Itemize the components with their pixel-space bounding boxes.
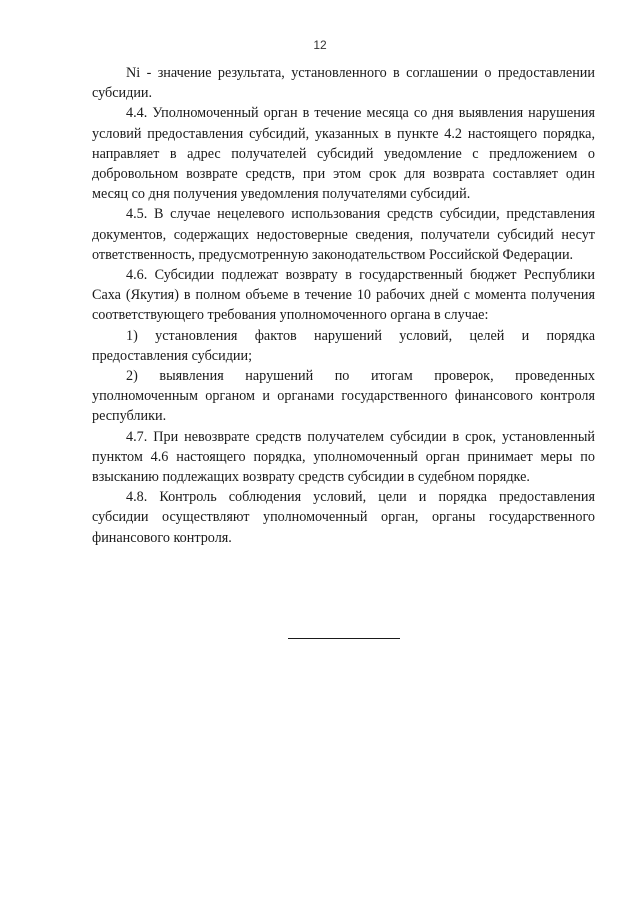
list-item-1: 1) установления фактов нарушений условий, целей и порядка предоставления субсидии; [92,327,595,364]
closing-rule [288,638,400,639]
list-item-2: 2) выявления нарушений по итогам проверок, проведенных уполномоченным органом и органами государственного финансового контроля республики. [92,368,595,425]
paragraph-ni-definition: Ni - значение результата, установленного в соглашении о предоставлении субсидии. [92,65,595,102]
page-number: 12 [313,38,327,52]
paragraph-4-7: 4.7. При невозврате средств получателем субсидии в срок, установленный пунктом 4.6 настоящего порядка, уполномоченный орган принимает меры по взысканию подлежащих возврату средств субсидии в судебном порядке. [92,428,595,486]
paragraph-4-6: 4.6. Субсидии подлежат возврату в государственный бюджет Республики Саха (Якутия) в полном объеме в течение 10 рабочих дней с момента получения соответствующего требования уполномоченного органа в случае: [92,267,595,324]
document-body [92,63,595,548]
paragraph-4-4: 4.4. Уполномоченный орган в течение месяца со дня выявления нарушения условий предоставления субсидий, указанных в пункте 4.2 настоящего порядка, направляет в адрес получателей субсидий уведомление с предложением о добровольном возврате средств, при этом срок для возврата составляет один месяц со дня получения уведомления получателями субсидий. [92,105,595,203]
paragraph-4-5: 4.5. В случае нецелевого использования средств субсидии, представления документов, содержащих недостоверные сведения, получатели субсидий несут ответственность, предусмотренную законодательством Российской Федерации. [92,206,595,263]
paragraph-4-8: 4.8. Контроль соблюдения условий, цели и порядка предоставления субсидии осуществляют уполномоченный орган, органы государственного финансового контроля. [92,489,595,546]
